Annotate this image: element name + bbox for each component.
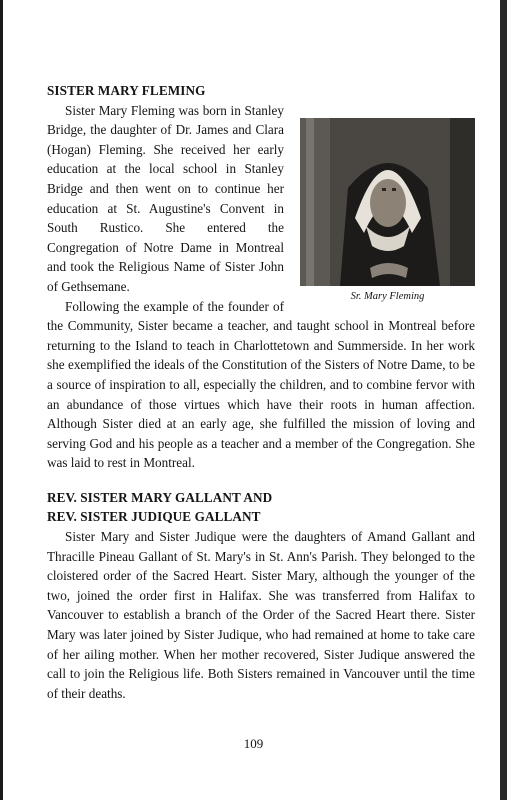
page-number: 109	[243, 736, 264, 751]
scan-edge-left	[0, 0, 3, 800]
section-heading-gallant-line2: REV. SISTER JUDIQUE GALLANT	[47, 509, 261, 525]
scan-edge-right	[500, 0, 507, 800]
photo-caption: Sr. Mary Fleming	[350, 290, 425, 302]
gallant-section	[47, 488, 475, 704]
section-heading-gallant-line1: REV. SISTER MARY GALLANT AND	[47, 489, 273, 505]
fleming-paragraph-2: Following the example of the founder of the Community, Sister became a teacher, and taught school in Montreal before returning to the Island to teach in Charlottetown and Summerside. In her work she exemplified the ideals of the Constitution of the Sisters of Notre Dame, to be a source of inspiration to all, especially the children, and to combine fervor with an abundance of those virtues which have their roots in human affection. Although Sister died at an early age, she fulfilled the mission of loving and serving God and his people as a teacher and a member of the Congregation. She was laid to rest in Montreal.	[47, 298, 475, 471]
section-heading-fleming: SISTER MARY FLEMING	[47, 83, 206, 98]
fleming-paragraph-1: Sister Mary Fleming was born in Stanley Bridge, the daughter of Dr. James and Clara (Hogan) Fleming. She received her early education at the local school in Stanley Bridge and then went on to continue her education at St. Augustine's Convent in South Rustico. She entered the Congregation of Notre Dame in Montreal and took the Religious Name of Sister John of Gethsemane.	[47, 102, 284, 294]
nun-portrait-photo	[300, 118, 475, 286]
text-column	[47, 81, 475, 703]
gallant-paragraph-1: Sister Mary and Sister Judique were the daughters of Amand Gallant and Thracille Pineau Gallant of St. Mary's in St. Ann's Parish. They belonged to the cloistered order of the Sacred Heart. Sister Mary, although the younger of the two, joined the order first in Halifax. She was transferred from Halifax to Vancouver to establish a branch of the Order of the Sacred Heart there. Sister Mary was later joined by Sister Judique, who had remained at home to take care of her ailing mother. When her mother recovered, Sister Judique answered the call to join the Religious life. Both Sisters remained in Vancouver until the time of their deaths.	[47, 529, 475, 701]
photo-figure	[300, 118, 475, 304]
